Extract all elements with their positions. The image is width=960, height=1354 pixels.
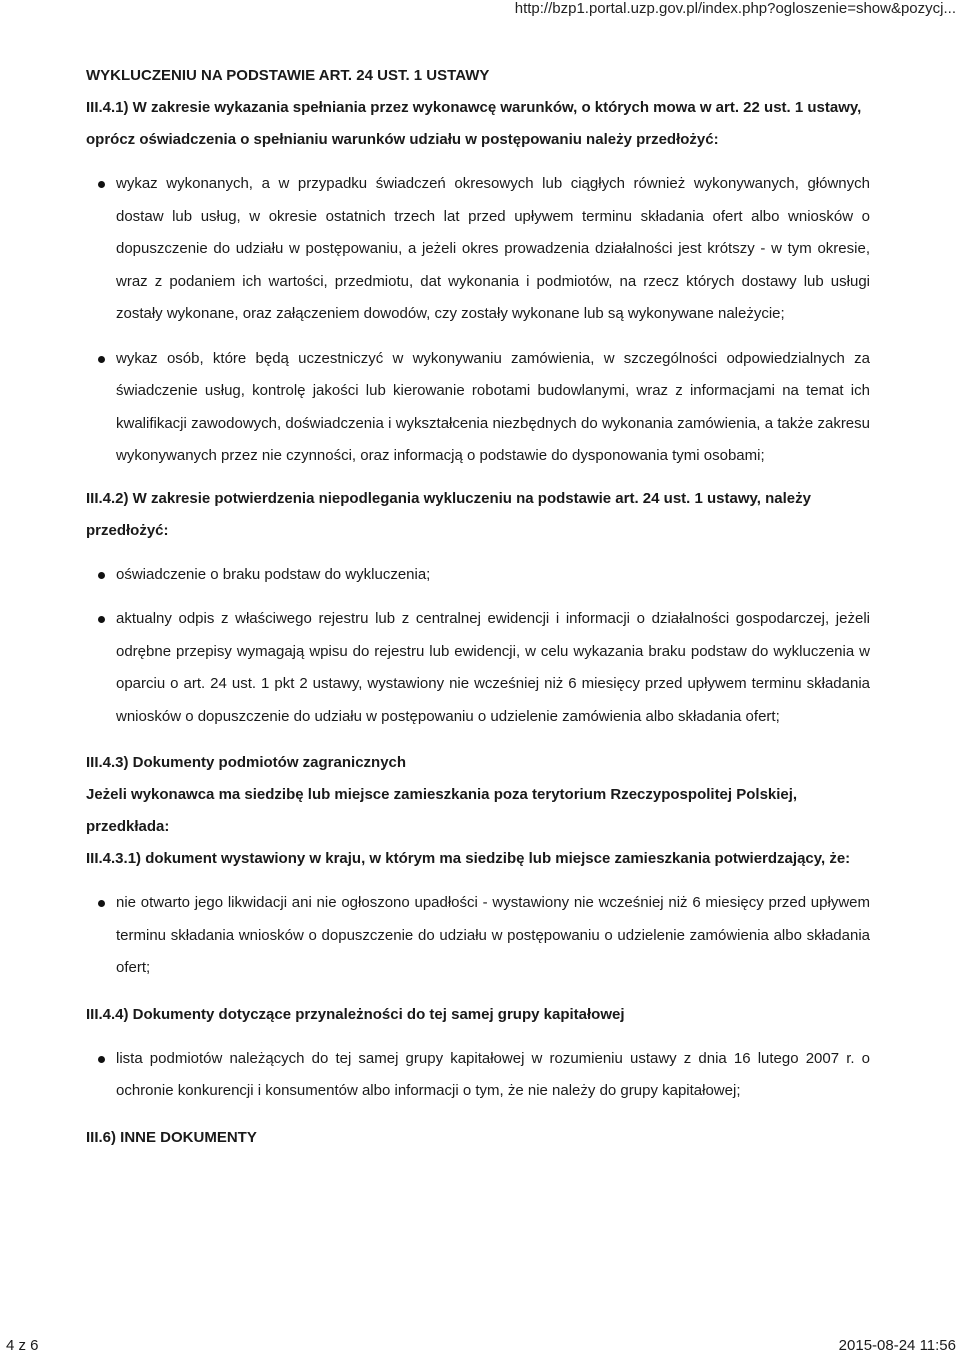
print-datetime: 2015-08-24 11:56 — [838, 1337, 956, 1354]
section-heading-3-4-4: III.4.4) Dokumenty dotyczące przynależności do tej samej grupy kapitałowej — [86, 1005, 625, 1023]
section-heading-3-4-1: III.4.1) W zakresie wykazania spełniania przez wykonawcę warunków, o których mowa w art. 22 ust. 1 ustawy, oprócz oświadczenia o spełnianiu warunków udziału w postępowaniu należy przedłożyć: — [86, 99, 862, 148]
section-heading-3-4-3-1: III.4.3.1) dokument wystawiony w kraju, w którym ma siedzibę lub miejsce zamieszkania potwierdzający, że: — [86, 850, 851, 867]
bullet-list-3-4-4 — [86, 1043, 870, 1108]
bullet-icon — [98, 572, 105, 579]
section-heading-3-4-3: III.4.3) Dokumenty podmiotów zagranicznych — [86, 754, 407, 771]
bullet-icon — [98, 1056, 105, 1063]
document-content — [86, 60, 870, 1154]
list-item: wykaz osób, które będą uczestniczyć w wykonywaniu zamówienia, w szczególności odpowiedzialnych za świadczenie usług, kontrolę jakości lub kierowanie robotami budowlanymi, wraz z informacjami na temat ich kwalifikacji zawodowych, doświadczenia i wykształcenia niezbędnych do wykonania zamówienia, a także zakresu wykonywanych przez nie czynności, oraz informacją o podstawie do dysponowania tymi osobami; — [86, 343, 870, 473]
list-item: nie otwarto jego likwidacji ani nie ogłoszono upadłości - wystawiony nie wcześniej niż 6 miesięcy przed upływem terminu składania wniosków o dopuszczenie do udziału w postępowaniu o udzielenie zamówienia albo składania ofert; — [86, 887, 870, 985]
bullet-icon — [98, 181, 105, 188]
list-item: oświadczenie o braku podstaw do wykluczenia; — [86, 559, 870, 592]
page-number: 4 z 6 — [6, 1337, 39, 1354]
list-item: lista podmiotów należących do tej samej grupy kapitałowej w rozumieniu ustawy z dnia 16 lutego 2007 r. o ochronie konkurencji i konsumentów albo informacji o tym, że nie należy do grupy kapitałowej; — [86, 1043, 870, 1108]
bullet-icon — [98, 356, 105, 363]
bullet-list-3-4-1 — [86, 168, 870, 473]
list-item: aktualny odpis z właściwego rejestru lub z centralnej ewidencji i informacji o działalności gospodarczej, jeżeli odrębne przepisy wymagają wpisu do rejestru lub ewidencji, w celu wykazania braku podstaw do wykluczenia w oparciu o art. 24 ust. 1 pkt 2 ustawy, wystawiony nie wcześniej niż 6 miesięcy przed upływem terminu składania wniosków o dopuszczenie do udziału w postępowaniu o udzielenie zamówienia albo składania ofert; — [86, 603, 870, 733]
list-item: wykaz wykonanych, a w przypadku świadczeń okresowych lub ciągłych również wykonywanych, głównych dostaw lub usług, w okresie ostatnich trzech lat przed upływem terminu składania ofert albo wniosków o dopuszczenie do udziału w postępowaniu, a jeżeli okres prowadzenia działalności jest krótszy - w tym okresie, wraz z podaniem ich wartości, przedmiotu, dat wykonania i podmiotów, na rzecz których dostawy lub usługi zostały wykonane, oraz załączeniem dowodów, czy zostały wykonane lub są wykonywane należycie; — [86, 168, 870, 331]
bullet-icon — [98, 900, 105, 907]
section-heading-exclusion: WYKLUCZENIU NA PODSTAWIE ART. 24 UST. 1 USTAWY — [86, 67, 490, 84]
section-heading-3-4-2: III.4.2) W zakresie potwierdzenia niepodlegania wykluczeniu na podstawie art. 24 ust. 1 ustawy, należy przedłożyć: — [86, 489, 811, 539]
page-url: http://bzp1.portal.uzp.gov.pl/index.php?ogloszenie=show&pozycj... — [514, 0, 956, 17]
section-heading-3-6: III.6) INNE DOKUMENTY — [86, 1128, 257, 1146]
bullet-list-3-4-2 — [86, 559, 870, 734]
bullet-list-3-4-3-1 — [86, 887, 870, 985]
foreign-entities-text: Jeżeli wykonawca ma siedzibę lub miejsce zamieszkania poza terytorium Rzeczypospolitej Polskiej, przedkłada: — [86, 786, 798, 835]
bullet-icon — [98, 616, 105, 623]
